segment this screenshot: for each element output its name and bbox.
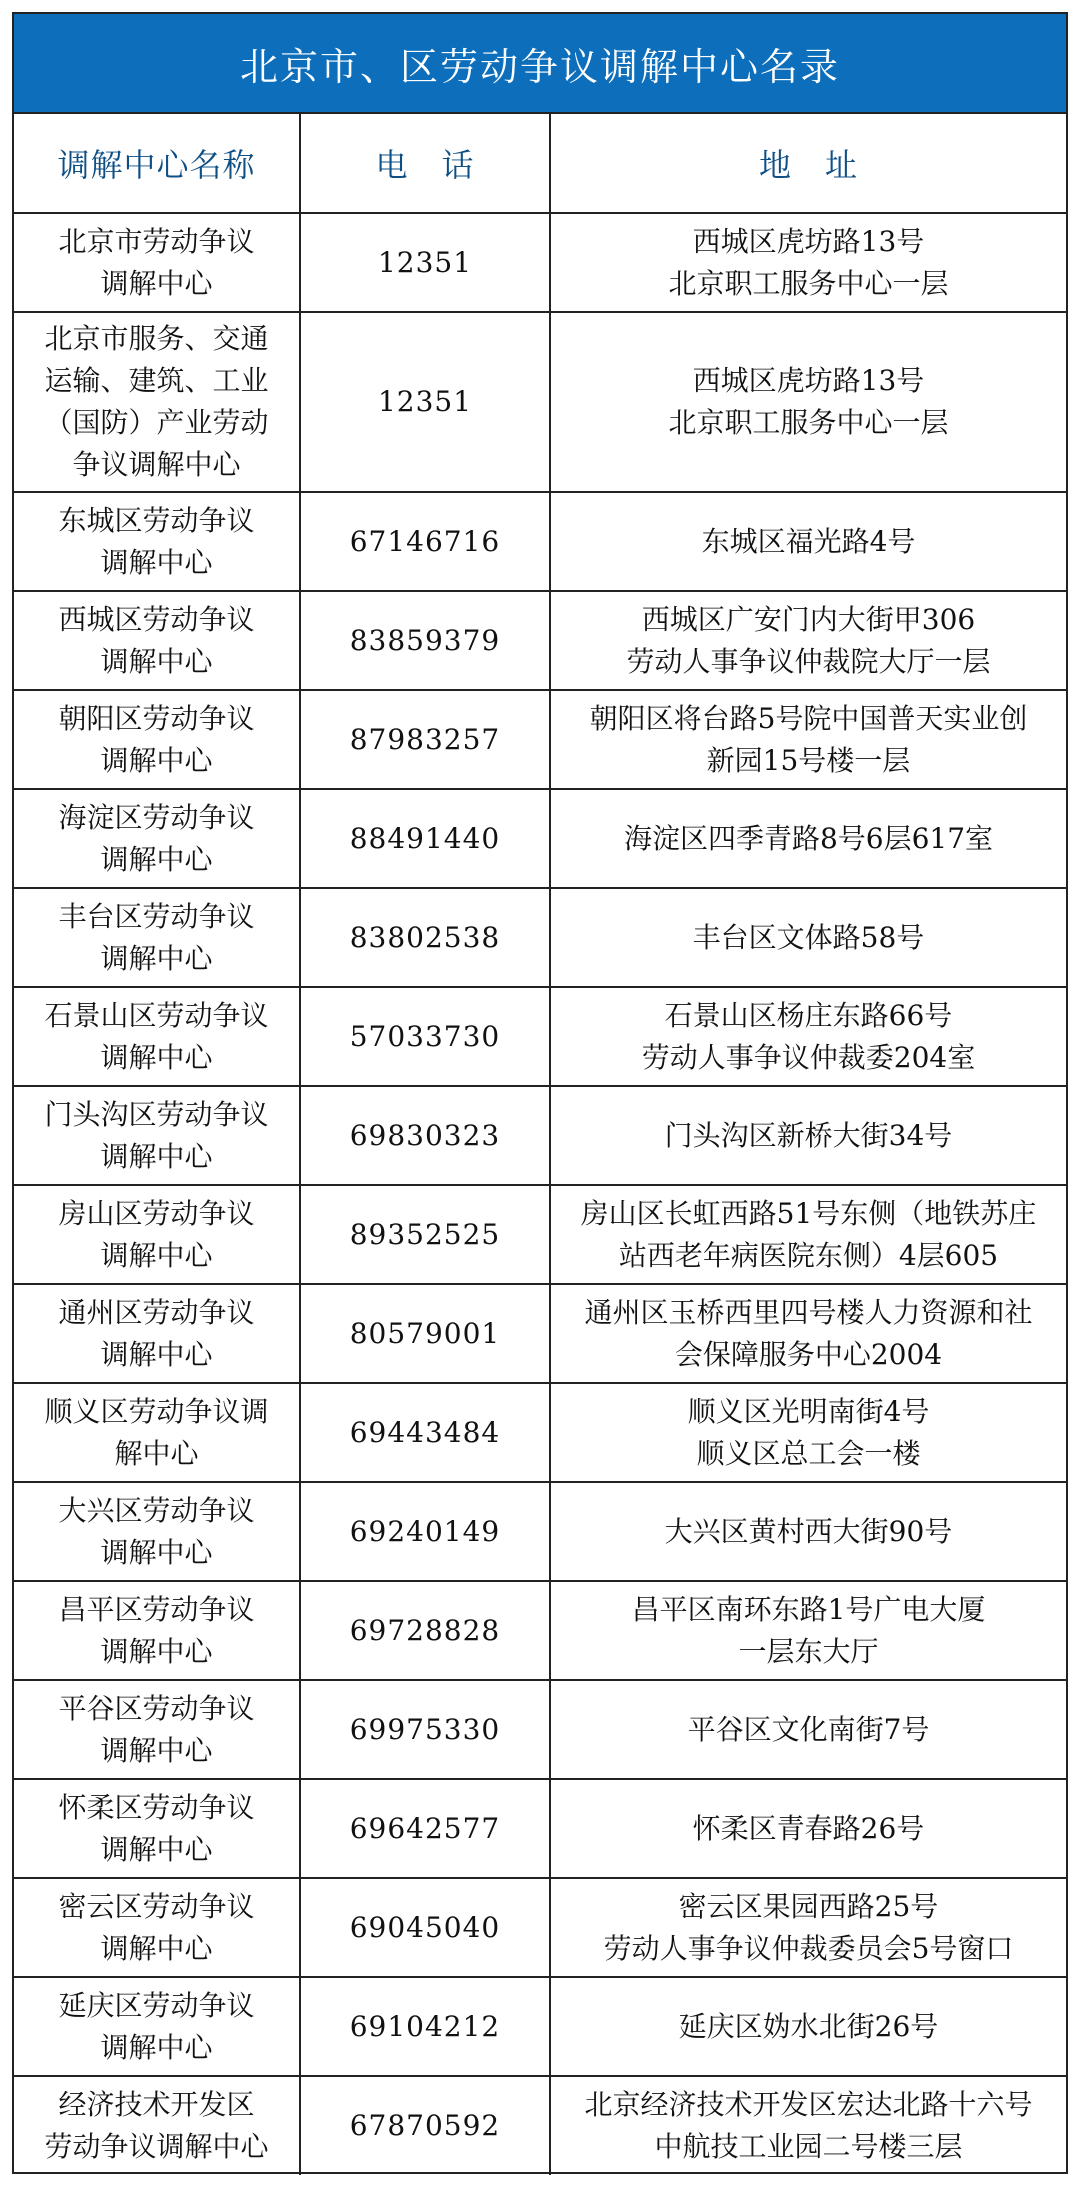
address: 丰台区文体路58号 [550,888,1066,987]
table-row [14,1482,1066,1581]
center-name: 西城区劳动争议 调解中心 [14,591,300,690]
table-row [14,987,1066,1086]
table-row [14,2076,1066,2175]
center-name: 北京市劳动争议 调解中心 [14,213,300,312]
address: 密云区果园西路25号 劳动人事争议仲裁委员会5号窗口 [550,1878,1066,1977]
phone-number: 69104212 [300,1977,550,2076]
phone-number: 89352525 [300,1185,550,1284]
table-row [14,1284,1066,1383]
center-name: 门头沟区劳动争议 调解中心 [14,1086,300,1185]
column-header-name: 调解中心名称 [14,114,300,213]
phone-number: 69728828 [300,1581,550,1680]
center-name: 石景山区劳动争议 调解中心 [14,987,300,1086]
table-row [14,591,1066,690]
address: 朝阳区将台路5号院中国普天实业创 新园15号楼一层 [550,690,1066,789]
table-row [14,1086,1066,1185]
table-row [14,1581,1066,1680]
address: 大兴区黄村西大街90号 [550,1482,1066,1581]
address: 西城区广安门内大街甲306 劳动人事争议仲裁院大厅一层 [550,591,1066,690]
address: 延庆区妫水北街26号 [550,1977,1066,2076]
directory-sheet [12,12,1068,2174]
center-name: 大兴区劳动争议 调解中心 [14,1482,300,1581]
address: 怀柔区青春路26号 [550,1779,1066,1878]
center-name: 平谷区劳动争议 调解中心 [14,1680,300,1779]
center-name: 昌平区劳动争议 调解中心 [14,1581,300,1680]
center-name: 东城区劳动争议 调解中心 [14,492,300,591]
phone-number: 57033730 [300,987,550,1086]
table-row [14,1680,1066,1779]
center-name: 顺义区劳动争议调 解中心 [14,1383,300,1482]
phone-number: 83859379 [300,591,550,690]
phone-number: 69642577 [300,1779,550,1878]
table-row [14,312,1066,492]
phone-number: 69045040 [300,1878,550,1977]
phone-number: 69240149 [300,1482,550,1581]
center-name: 朝阳区劳动争议 调解中心 [14,690,300,789]
table-row [14,213,1066,312]
phone-number: 83802538 [300,888,550,987]
phone-number: 67870592 [300,2076,550,2175]
table-row [14,1383,1066,1482]
phone-number: 80579001 [300,1284,550,1383]
header-row [14,114,1066,213]
phone-number: 87983257 [300,690,550,789]
address: 平谷区文化南街7号 [550,1680,1066,1779]
address: 西城区虎坊路13号 北京职工服务中心一层 [550,213,1066,312]
center-name: 通州区劳动争议 调解中心 [14,1284,300,1383]
center-name: 房山区劳动争议 调解中心 [14,1185,300,1284]
address: 西城区虎坊路13号 北京职工服务中心一层 [550,312,1066,492]
center-name: 丰台区劳动争议 调解中心 [14,888,300,987]
address: 海淀区四季青路8号6层617室 [550,789,1066,888]
directory-table [14,114,1066,2175]
address: 顺义区光明南街4号 顺义区总工会一楼 [550,1383,1066,1482]
page-title: 北京市、区劳动争议调解中心名录 [239,44,840,89]
address: 门头沟区新桥大街34号 [550,1086,1066,1185]
center-name: 经济技术开发区 劳动争议调解中心 [14,2076,300,2175]
column-header-address: 地 址 [550,114,1066,213]
center-name: 北京市服务、交通 运输、建筑、工业 （国防）产业劳动 争议调解中心 [14,312,300,492]
table-row [14,492,1066,591]
address: 石景山区杨庄东路66号 劳动人事争议仲裁委204室 [550,987,1066,1086]
center-name: 延庆区劳动争议 调解中心 [14,1977,300,2076]
center-name: 海淀区劳动争议 调解中心 [14,789,300,888]
phone-number: 69443484 [300,1383,550,1482]
address: 东城区福光路4号 [550,492,1066,591]
table-row [14,1878,1066,1977]
address: 通州区玉桥西里四号楼人力资源和社 会保障服务中心2004 [550,1284,1066,1383]
center-name: 怀柔区劳动争议 调解中心 [14,1779,300,1878]
phone-number: 12351 [300,213,550,312]
center-name: 密云区劳动争议 调解中心 [14,1878,300,1977]
address: 房山区长虹西路51号东侧（地铁苏庄 站西老年病医院东侧）4层605 [550,1185,1066,1284]
column-header-phone: 电 话 [300,114,550,213]
address: 北京经济技术开发区宏达北路十六号 中航技工业园二号楼三层 [550,2076,1066,2175]
table-row [14,789,1066,888]
phone-number: 69830323 [300,1086,550,1185]
table-row [14,1779,1066,1878]
table-row [14,888,1066,987]
address: 昌平区南环东路1号广电大厦 一层东大厅 [550,1581,1066,1680]
table-row [14,1185,1066,1284]
table-row [14,1977,1066,2076]
table-row [14,690,1066,789]
phone-number: 69975330 [300,1680,550,1779]
phone-number: 88491440 [300,789,550,888]
title-bar [14,14,1066,114]
phone-number: 12351 [300,312,550,492]
phone-number: 67146716 [300,492,550,591]
